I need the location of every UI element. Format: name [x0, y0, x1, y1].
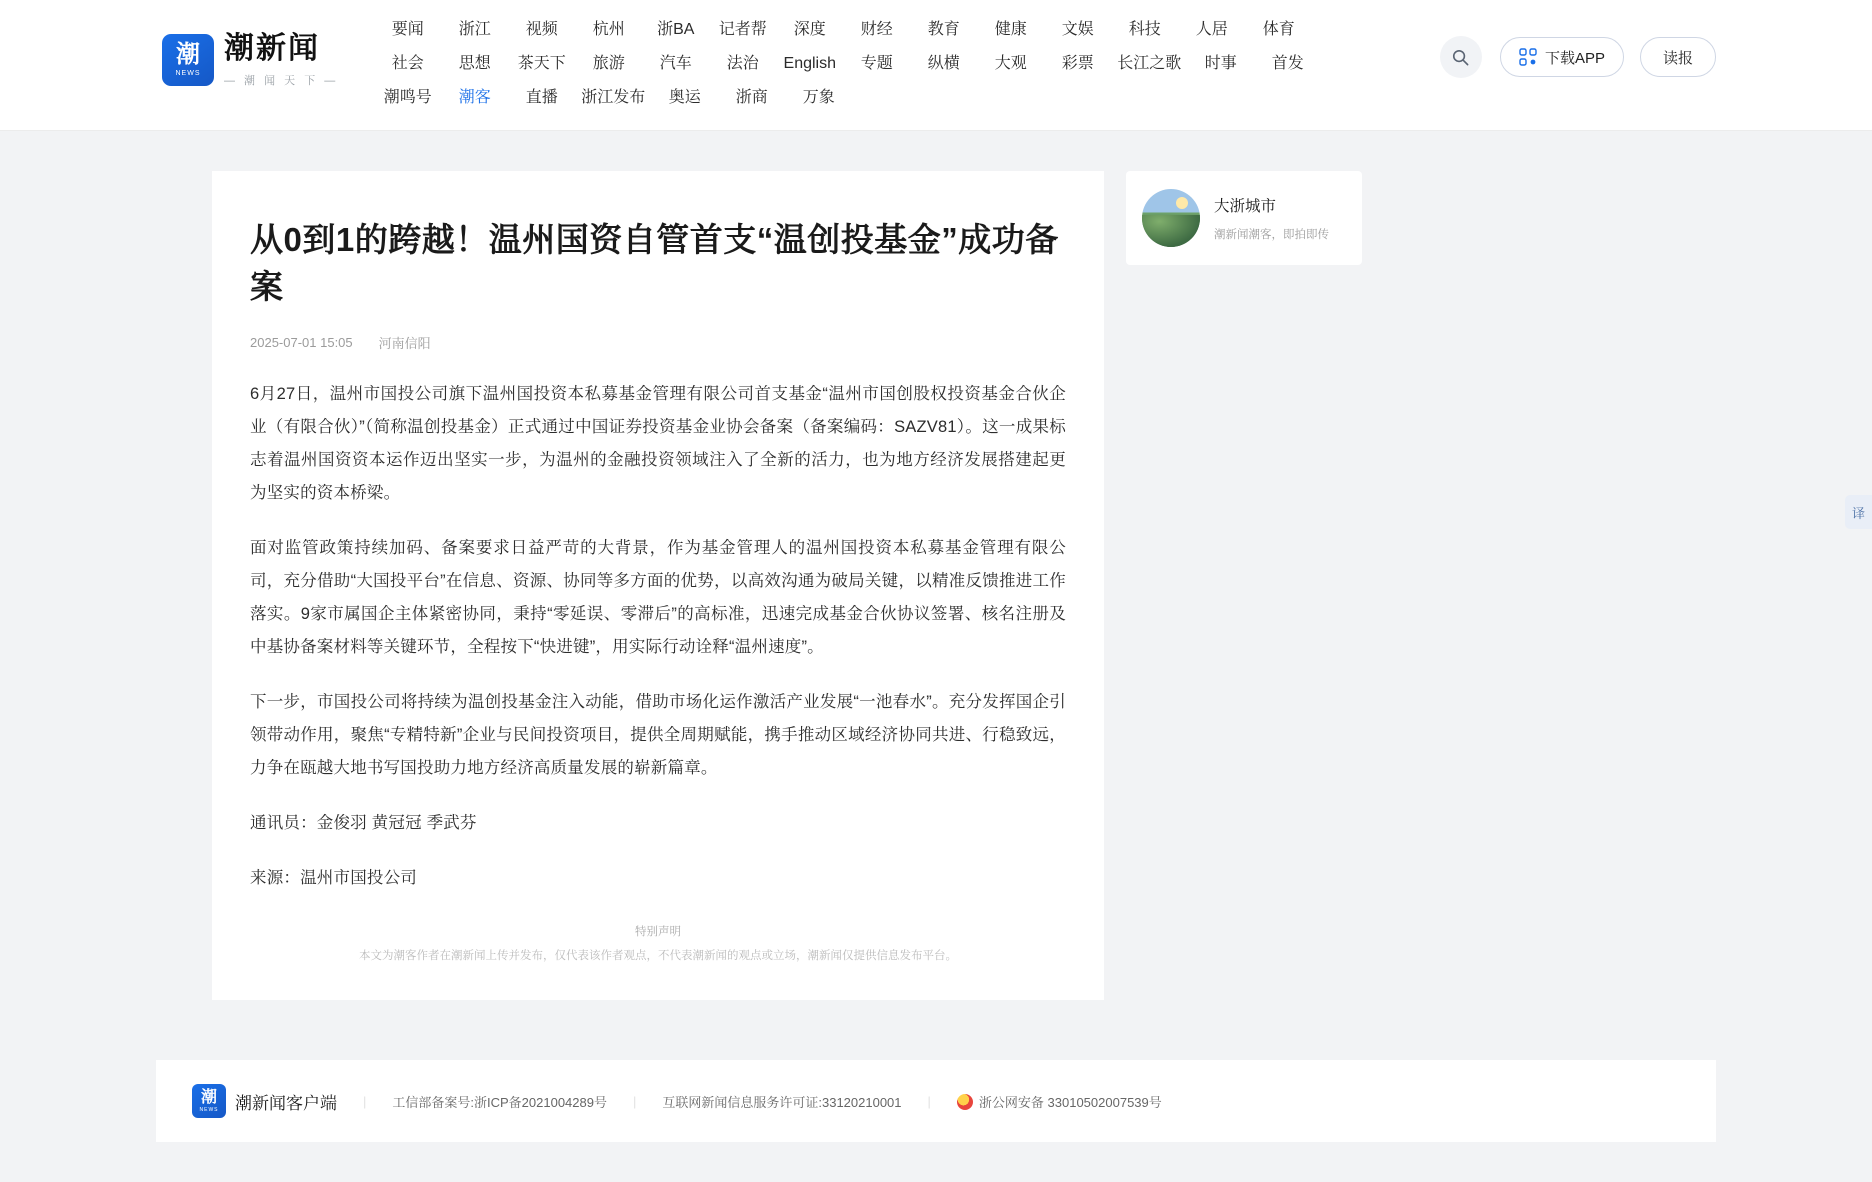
special-statement-title: 特别声明 [635, 925, 681, 938]
nav-item-caijing[interactable]: 财经 [860, 21, 893, 38]
nav-item-jiankang[interactable]: 健康 [994, 21, 1027, 38]
logo-mark-en: NEWS [175, 70, 201, 77]
nav-item-keji[interactable]: 科技 [1128, 21, 1161, 38]
nav-item-aoyun[interactable]: 奥运 [668, 89, 701, 106]
nav-item-chaominghao[interactable]: 潮鸣号 [383, 89, 432, 106]
footer-logo[interactable] [192, 1084, 337, 1118]
logo-subtitle: — 潮 闻 天 下 — [224, 75, 339, 87]
page-title: 从0到1的跨越！温州国资自管首支“温创投基金”成功备案 [250, 221, 1059, 305]
logo-mark-char: 潮 [176, 41, 200, 68]
translate-label: 译 [1851, 505, 1865, 521]
nav-item-tiyu[interactable]: 体育 [1262, 21, 1295, 38]
nav-item-zheshang[interactable]: 浙商 [735, 89, 768, 106]
footer-app-name: 潮新闻客户端 [235, 1093, 337, 1113]
nav-item-shoufa[interactable]: 首发 [1271, 55, 1304, 72]
nav-item-zhejiang[interactable]: 浙江 [458, 21, 491, 38]
article-paragraph: 面对监管政策持续加码、备案要求日益严苛的大背景，作为基金管理人的温州国投资本私募基金管理有限公司，充分借助“大国投平台”在信息、资源、协同等多方面的优势，以高效沟通为破局关键，以精准反馈推进工作落实。9家市属国企主体紧密协同，秉持“零延误、零滞后”的高标准，迅速完成基金合伙协议签署、核名注册及中基协备案材料等关键环节，全程按下“快进键”，用实际行动诠释“温州速度”。 [250, 538, 1066, 656]
author-name: 大浙城市 [1214, 198, 1277, 215]
nav-item-wenyu[interactable]: 文娱 [1061, 21, 1094, 38]
logo-title: 潮新闻 [224, 32, 320, 65]
article-meta [250, 333, 1066, 352]
nav-item-shendu[interactable]: 深度 [793, 21, 826, 38]
site-header [0, 0, 1872, 131]
nav-item-zhibo[interactable]: 直播 [525, 89, 558, 106]
nav-item-zhuanti[interactable]: 专题 [860, 55, 893, 72]
nav-row-3 [374, 86, 1400, 110]
nav-item-daguan[interactable]: 大观 [994, 55, 1027, 72]
footer-police-record[interactable] [957, 1092, 1162, 1111]
author-card[interactable] [1126, 171, 1362, 265]
nav-item-caipiao[interactable]: 彩票 [1061, 55, 1094, 72]
nav-item-wanxiang[interactable]: 万象 [802, 89, 835, 106]
nav-item-zhejiangfabu[interactable]: 浙江发布 [581, 89, 646, 106]
nav-item-shehui[interactable]: 社会 [391, 55, 424, 72]
avatar [1142, 189, 1200, 247]
nav-item-chatianxia[interactable]: 茶天下 [517, 55, 566, 72]
article-paragraph: 下一步，市国投公司将持续为温创投基金注入动能，借助市场化运作激活产业发展“一池春水”。充分发挥国企引领带动作用，聚焦“专精特新”企业与民间投资项目，提供全周期赋能，携手推动区域经济协同共进、行稳致远，力争在瓯越大地书写国投助力地方经济高质量发展的崭新篇章。 [250, 692, 1066, 777]
footer-news-license[interactable]: 互联网新闻信息服务许可证:33120210001 [662, 1094, 902, 1110]
article-source: 来源：温州市国投公司 [250, 868, 417, 887]
footer-logo-mark-icon [192, 1084, 226, 1118]
footer-divider: | [363, 1093, 367, 1109]
footer-police-record-label: 浙公网安备 33010502007539号 [978, 1094, 1162, 1110]
site-footer [156, 1060, 1716, 1142]
nav-item-renju[interactable]: 人居 [1195, 21, 1228, 38]
page-body [156, 131, 1716, 1000]
nav-item-chaoke[interactable]: 潮客 [458, 89, 491, 106]
nav-item-jizhebang[interactable]: 记者帮 [718, 21, 767, 38]
footer-logo-char: 潮 [200, 1088, 217, 1106]
nav-item-hangzhou[interactable]: 杭州 [592, 21, 625, 38]
article-paragraph: 6月27日，温州市国投公司旗下温州国投资本私募基金管理有限公司首支基金“温州市国创股权投资基金合伙企业（有限合伙）”（简称温创投基金）正式通过中国证券投资基金业协会备案（备案编码：SAZV81）。这一成果标志着温州国资资本运作迈出坚实一步，为温州的金融投资领域注入了全新的活力，也为地方经济发展搭建起更为坚实的资本桥梁。 [250, 384, 1066, 502]
footer-divider: | [632, 1093, 637, 1109]
nav-item-sixiang[interactable]: 思想 [458, 55, 491, 72]
article-container [212, 171, 1104, 1000]
footer-divider: | [927, 1093, 931, 1109]
nav-item-fazhi[interactable]: 法治 [726, 55, 759, 72]
police-badge-icon [957, 1094, 973, 1110]
nav-item-lvyou[interactable]: 旅游 [592, 55, 625, 72]
search-icon [1451, 48, 1470, 67]
nav-item-shishi[interactable]: 时事 [1204, 55, 1237, 72]
footer-wrapper [156, 1060, 1716, 1182]
site-logo[interactable] [162, 32, 338, 88]
special-statement-body: 本文为潮客作者在潮新闻上传并发布，仅代表该作者观点，不代表潮新闻的观点或立场，潮新闻仅提供信息发布平台。 [359, 949, 957, 962]
landscape-shape [1142, 215, 1200, 247]
author-description: 潮新闻潮客，即拍即传 [1214, 229, 1329, 241]
nav-item-changjiangzhige[interactable]: 长江之歌 [1117, 55, 1182, 72]
footer-icp[interactable]: 工信部备案号:浙ICP备2021004289号 [392, 1094, 607, 1110]
sun-icon [1176, 197, 1188, 209]
footer-logo-en: NEWS [199, 1106, 219, 1113]
download-app-label: 下载APP [1544, 49, 1605, 67]
translate-button[interactable] [1845, 495, 1872, 529]
nav-row-1 [374, 18, 1400, 42]
logo-mark-icon [162, 34, 214, 86]
nav-item-yaowen[interactable]: 要闻 [391, 21, 424, 38]
nav-item-jiaoyu[interactable]: 教育 [927, 21, 960, 38]
publish-location: 河南信阳 [378, 335, 431, 351]
download-app-button[interactable] [1500, 37, 1624, 77]
nav-item-zheba[interactable]: 浙BA [657, 21, 695, 38]
publish-date: 2025-07-01 15:05 [250, 334, 353, 350]
nav-item-qiche[interactable]: 汽车 [659, 55, 692, 72]
nav-row-2 [374, 52, 1400, 76]
qr-code-icon [1519, 48, 1537, 66]
nav-item-english[interactable]: English [783, 55, 837, 72]
article-correspondent: 通讯员：金俊羽 黄冠冠 季武芬 [250, 813, 477, 832]
read-paper-label: 读报 [1662, 49, 1693, 67]
nav-item-shipin[interactable]: 视频 [525, 21, 558, 38]
nav-item-zongheng[interactable]: 纵横 [927, 55, 960, 72]
header-actions [1440, 36, 1716, 78]
read-paper-button[interactable] [1640, 37, 1716, 77]
main-nav [374, 14, 1400, 120]
search-button[interactable] [1440, 36, 1482, 78]
